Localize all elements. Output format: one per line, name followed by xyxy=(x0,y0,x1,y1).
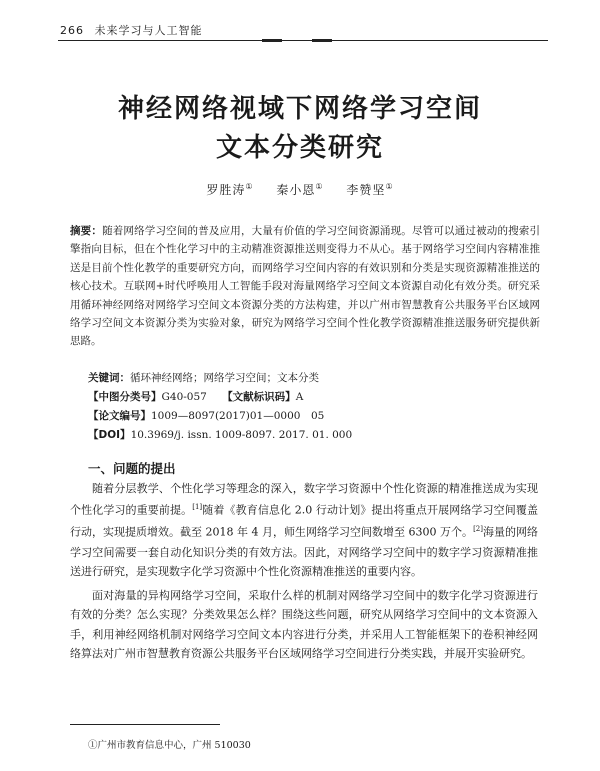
body-paragraph: 随着分层教学、个性化学习等理念的深入，数字学习资源中个性化资源的精准推送成为实现个性化学习的重要前提。[1]随着《教育信息化 2.0 行动计划》提出将重点开展网络学习空间覆盖行动，实现提质增效。截至 2018 年 4 月，师生网络学习空间数增至 6300 万个。[2]海量的网络学习空间需要一套自动化知识分类的有效方法。因此，对网络学习空间中的数字学习资源精准推送进行研究，是实现数字化学习资源中个性化资源精准推送的重要内容。 xyxy=(70,482,538,578)
doc-code-value: A xyxy=(295,391,304,403)
paper-title-line1: 神经网络视域下网络学习空间 xyxy=(117,94,482,124)
article-id-label: 【论文编号】 xyxy=(88,410,151,422)
abstract xyxy=(70,222,540,351)
journal-name: 未来学习与人工智能 xyxy=(94,24,203,37)
citation-ref: [2] xyxy=(473,525,483,534)
abstract-label: 摘要： xyxy=(70,225,103,237)
citation-ref: [1] xyxy=(192,503,203,512)
doi-value: 10.3969/j. issn. 1009-8097. 2017. 01. 000 xyxy=(130,429,353,441)
footnote-mark: ① xyxy=(88,740,98,751)
keywords xyxy=(88,369,319,387)
article-id-line xyxy=(88,407,324,425)
running-header xyxy=(60,22,203,38)
author: 李赞坚① xyxy=(346,182,394,197)
body-paragraph: 面对海量的异构网络学习空间，采取什么样的机制对网络学习空间中的数字化学习资源进行有效的分类？怎么实现？分类效果怎么样？围绕这些问题，研究从网络学习空间中的文本资源入手，利用神经网络机制对网络学习空间文本内容进行分类，并采用人工智能框架下的卷积神经网络算法对广州市智慧教育资源公共服务平台区域网络学习空间进行分类实践，并展开实验研究。 xyxy=(70,589,538,661)
clc-value: G40-057 xyxy=(161,391,207,403)
page-number: 266 xyxy=(60,24,84,37)
author-list xyxy=(0,181,600,198)
author: 秦小恩① xyxy=(276,182,324,197)
footnote-text: 广州市教育信息中心，广州 510030 xyxy=(97,740,251,751)
classification-line xyxy=(88,388,303,406)
abstract-text: 随着网络学习空间的普及应用，大量有价值的学习空间资源涌现。尽管可以通过被动的搜索引擎指向目标，但在个性化学习中的主动精准资源推送则变得力不从心。基于网络学习空间内容精准推送是目前个性化教学的重要研究方向，而网络学习空间内容的有效识别和分类是实现资源精准推送的核心技术。互联网+时代呼唤用人工智能手段对海量网络学习空间文本资源自动化有效分类。研究采用循环神经网络对网络学习空间文本资源分类的方法构建，并以广州市智慧教育公共服务平台区域网络学习空间文本资源分类为实验对象，研究为网络学习空间个性化教学资源精准推送服务研究提供新思路。 xyxy=(70,225,541,348)
article-id-value: 1009—8097(2017)01—0000 05 xyxy=(151,410,325,422)
footnote-rule xyxy=(70,724,220,725)
paper-title-line2: 文本分类研究 xyxy=(215,133,384,163)
section-heading: 一、问题的提出 xyxy=(88,461,176,476)
keywords-text: 循环神经网络；网络学习空间；文本分类 xyxy=(130,372,319,384)
doc-code-label: 【文献标识码】 xyxy=(222,391,296,403)
clc-label: 【中图分类号】 xyxy=(88,391,162,403)
author: 罗胜涛① xyxy=(206,182,254,197)
doi-label: 【DOI】 xyxy=(88,429,131,441)
header-rule-mark xyxy=(312,39,332,42)
footnote xyxy=(88,737,251,751)
doi-line xyxy=(88,426,352,444)
keywords-label: 关键词： xyxy=(88,372,130,384)
header-rule-mark xyxy=(262,39,282,42)
header-rule xyxy=(58,40,548,41)
